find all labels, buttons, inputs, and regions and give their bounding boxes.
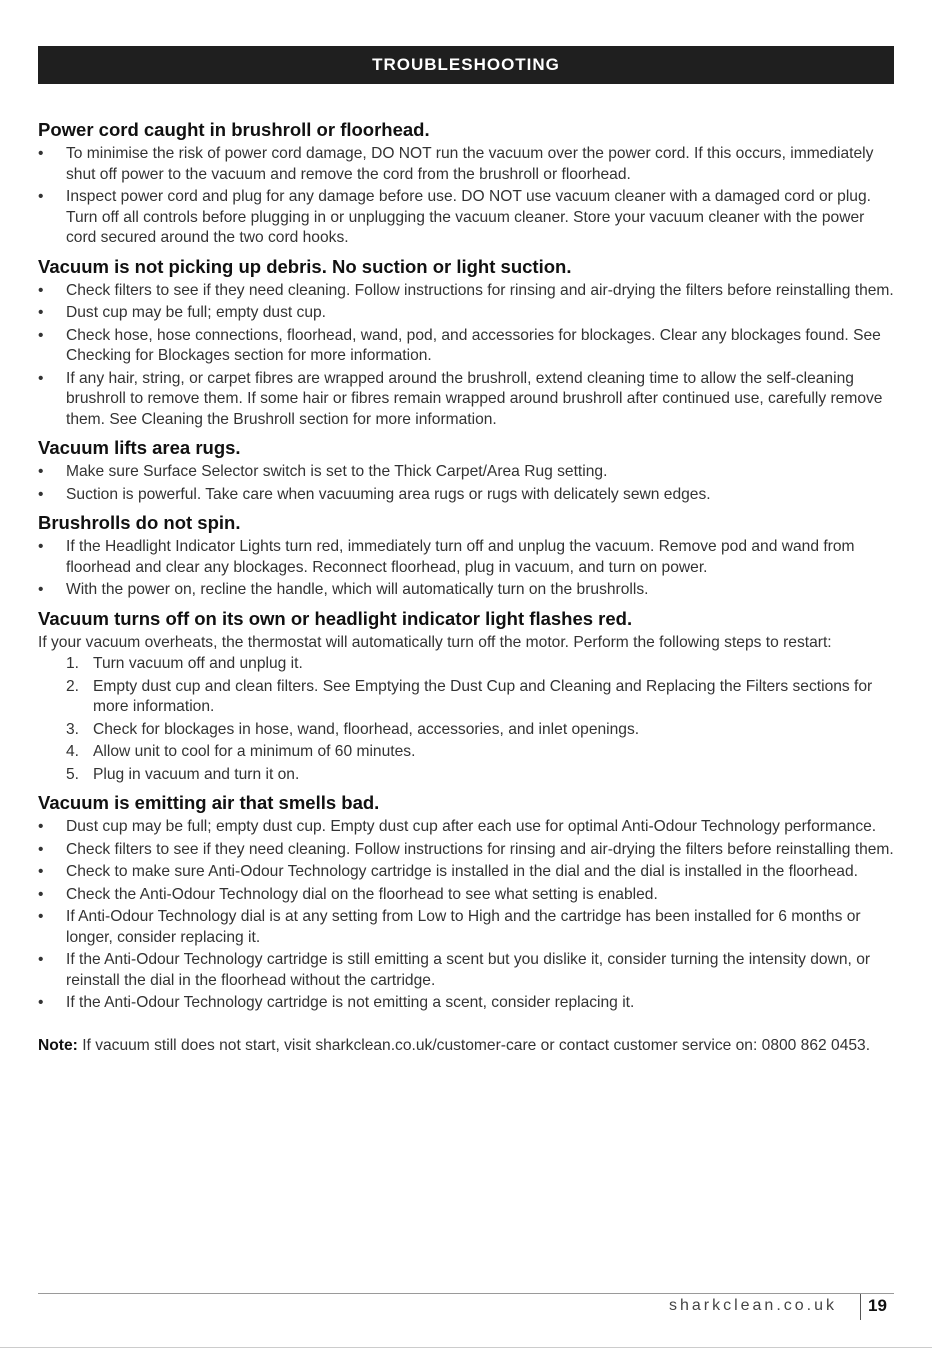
step-text: Empty dust cup and clean filters. See Emptying the Dust Cup and Cleaning and Replacing the Filters sections for more information. [93,677,873,715]
step-text: Turn vacuum off and unplug it. [93,655,303,672]
bullet-text: If Anti-Odour Technology dial is at any setting from Low to High and the cartridge has been installed for 6 months or longer, consider replacing it. [66,908,861,946]
bullet-item [38,993,894,1014]
bullet-item [38,187,894,249]
bullet-item [38,462,894,483]
section-heading: Vacuum lifts area rugs. [38,437,241,458]
bullet-icon: • [38,485,44,503]
bullet-item [38,537,894,578]
bullet-item [38,369,894,431]
bullet-icon: • [38,994,44,1011]
section-heading: Vacuum turns off on its own or headlight indicator light flashes red. [38,607,633,629]
bullet-icon: • [38,281,44,299]
bullet-item [38,281,894,302]
troubleshooting-section [38,255,894,431]
troubleshooting-section [38,118,894,249]
step-item [38,677,894,718]
step-text: Plug in vacuum and turn it on. [93,765,300,783]
step-item [38,742,894,763]
bullet-item [38,907,894,948]
step-number: 4. [66,743,80,760]
manual-page [38,46,894,1056]
step-item [38,720,894,741]
bullet-text: With the power on, recline the handle, which will automatically turn on the brushrolls. [66,581,649,598]
bullet-item [38,840,894,861]
bullet-icon: • [38,463,44,480]
bullet-text: Check hose, hose connections, floorhead, wand, pod, and accessories for blockages. Clear any blockages found. See Checking for Blockages section for more information. [66,326,881,364]
note-label: Note: [38,1036,78,1054]
step-item [38,765,894,786]
bullet-icon: • [38,304,44,321]
bullet-icon: • [38,885,44,903]
bullet-icon: • [38,818,44,835]
bottom-rule [0,1347,932,1348]
bullet-text: Dust cup may be full; empty dust cup. Empty dust cup after each use for optimal Anti-Odour Technology performance. [66,818,877,835]
bullet-text: Check to make sure Anti-Odour Technology cartridge is installed in the dial and the dial is installed in the floorhead. [66,863,858,880]
footer-rule [38,1293,894,1294]
bullet-text: Check filters to see if they need cleaning. Follow instructions for rinsing and air-drying the filters before reinstalling them. [66,281,894,299]
bullet-list [38,537,894,601]
bullet-text: If the Anti-Odour Technology cartridge is not emitting a scent, consider replacing it. [66,994,635,1011]
bullet-icon: • [38,326,44,344]
bullet-icon: • [38,581,44,598]
troubleshooting-banner [38,46,894,84]
section-heading: Vacuum is not picking up debris. No suction or light suction. [38,255,572,277]
section-heading: Vacuum is emitting air that smells bad. [38,792,380,813]
bullet-icon: • [38,908,44,925]
bullet-text: If the Headlight Indicator Lights turn red, immediately turn off and unplug the vacuum. Remove pod and wand from floorhead and clear any blockages. Reconnect floorhead, plug in vacuum, and turn on power. [66,538,855,576]
bullet-list [38,462,894,505]
banner-title: TROUBLESHOOTING [372,55,560,74]
bullet-item [38,862,894,883]
step-number: 3. [66,720,80,738]
bullet-list [38,817,894,1014]
bullet-text: If any hair, string, or carpet fibres are wrapped around the brushroll, extend cleaning time to allow the self-cleaning brushroll to remove them. If some hair or fibres remain wrapped around brushroll after continued use, carefully remove them. See Cleaning the Brushroll section for more information. [66,369,883,428]
bullet-item [38,817,894,838]
troubleshooting-section [38,511,894,601]
section-heading: Power cord caught in brushroll or floorhead. [38,119,430,140]
bullet-list [38,281,894,431]
bullet-text: Inspect power cord and plug for any damage before use. DO NOT use vacuum cleaner with a damaged cord or plug. Turn off all controls before plugging in or unplugging the vacuum cleaner. Store your vacuum cleaner with the power cord secured around the two cord hooks. [66,188,871,246]
bullet-item [38,326,894,367]
footer-website: sharkclean.co.uk [668,1297,837,1314]
step-number: 1. [66,655,80,672]
bullet-item [38,303,894,324]
bullet-text: Make sure Surface Selector switch is set to the Thick Carpet/Area Rug setting. [66,463,608,480]
bullet-text: Check filters to see if they need cleaning. Follow instructions for rinsing and air-drying the filters before reinstalling them. [66,840,894,858]
bullet-text: Check the Anti-Odour Technology dial on the floorhead to see what setting is enabled. [66,885,658,903]
troubleshooting-section [38,436,894,505]
footer-divider [860,1294,861,1320]
step-number: 5. [66,765,80,783]
bullet-icon: • [38,145,44,162]
step-text: Check for blockages in hose, wand, floorhead, accessories, and inlet openings. [93,720,640,738]
bullet-icon: • [38,863,44,880]
step-number: 2. [66,677,80,695]
bullet-text: Suction is powerful. Take care when vacuuming area rugs or rugs with delicately sewn edges. [66,485,711,503]
bullet-text: To minimise the risk of power cord damage, DO NOT run the vacuum over the power cord. If this occurs, immediately shut off power to the vacuum and remove the cord from the brushroll or floorhead. [66,145,874,183]
bullet-item [38,144,894,185]
note-paragraph [38,1036,894,1057]
section-heading: Brushrolls do not spin. [38,512,241,533]
note-text: If vacuum still does not start, visit sharkclean.co.uk/customer-care or contact customer service on: 0800 862 0453. [77,1036,871,1054]
bullet-item [38,580,894,601]
step-item [38,654,894,675]
troubleshooting-section [38,791,894,1014]
step-text: Allow unit to cool for a minimum of 60 minutes. [93,743,416,760]
bullet-text: Dust cup may be full; empty dust cup. [66,304,327,321]
bullet-icon: • [38,369,44,387]
bullet-text: If the Anti-Odour Technology cartridge is still emitting a scent but you dislike it, consider turning the intensity down, or reinstall the dial in the floorhead without the cartridge. [66,951,871,989]
section-intro: If your vacuum overheats, the thermostat will automatically turn off the motor. Perform the following steps to restart: [38,633,832,651]
troubleshooting-content [38,118,894,1014]
bullet-item [38,485,894,506]
page-number: 19 [868,1296,887,1315]
bullet-icon: • [38,840,44,858]
bullet-icon: • [38,951,44,968]
bullet-item [38,885,894,906]
bullet-icon: • [38,538,44,555]
bullet-icon: • [38,188,44,205]
bullet-list [38,144,894,249]
numbered-steps [38,654,894,785]
bullet-item [38,950,894,991]
troubleshooting-section [38,607,894,786]
